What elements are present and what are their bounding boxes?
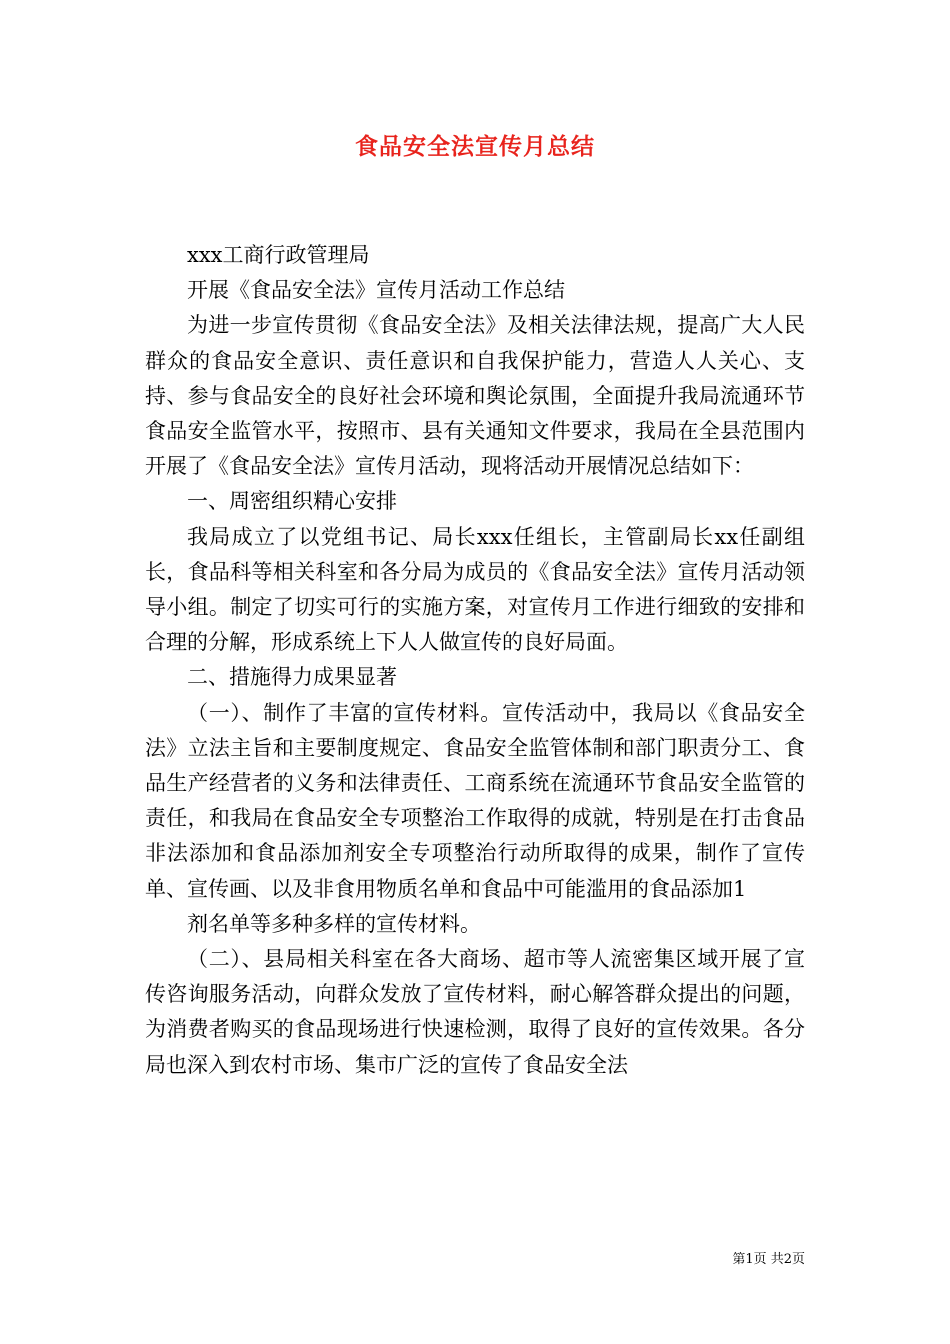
section-heading-1: 一、周密组织精心安排 (187, 489, 397, 514)
paragraph-continued: 剂名单等多种多样的宣传材料。 (187, 911, 481, 936)
page-number: 第1页 共2页 (732, 1252, 805, 1267)
paragraph-item-2: （二）、县局相关科室在各大商场、超市等人流密集区域开展了宣传咨询服务活动，向群众发放了宣传材料，耐心解答群众提出的问题，为消费者购买的食品现场进行快速检测，取得了良好的宣传效果。各分局也深入到农村市场、集市广泛的宣传了食品安全法 (145, 947, 805, 1077)
section-heading-2: 二、措施得力成果显著 (187, 665, 397, 690)
document-title: 食品安全法宣传月总结 (355, 134, 595, 160)
paragraph-org: xxx工商行政管理局 (187, 243, 370, 267)
paragraph-item-1: （一）、制作了丰富的宣传材料。宣传活动中，我局以《食品安全法》立法主旨和主要制度规定、食品安全监管体制和部门职责分工、食品生产经营者的义务和法律责任、工商系统在流通环节食品安全监管的责任，和我局在食品安全专项整治工作取得的成就，特别是在打击食品非法添加和食品添加剂安全专项整治行动所取得的成果，制作了宣传单、宣传画、以及非食用物质名单和食品中可能滥用的食品添加1 (145, 700, 805, 901)
paragraph-intro: 为进一步宣传贯彻《食品安全法》及相关法律法规，提高广大人民群众的食品安全意识、责任意识和自我保护能力，营造人人关心、支持、参与食品安全的良好社会环境和舆论氛围，全面提升我局流通环节食品安全监管水平，按照市、县有关通知文件要求，我局在全县范围内开展了《食品安全法》宣传月活动，现将活动开展情况总结如下： (145, 313, 805, 479)
paragraph-section-1: 我局成立了以党组书记、局长xxx任组长，主管副局长xx任副组长，食品科等相关科室和各分局为成员的《食品安全法》宣传月活动领导小组。制定了切实可行的实施方案，对宣传月工作进行细致的安排和合理的分解，形成系统上下人人做宣传的良好局面。 (145, 524, 805, 655)
paragraph-subtitle: 开展《食品安全法》宣传月活动工作总结 (187, 278, 565, 303)
document-body (145, 238, 805, 1083)
